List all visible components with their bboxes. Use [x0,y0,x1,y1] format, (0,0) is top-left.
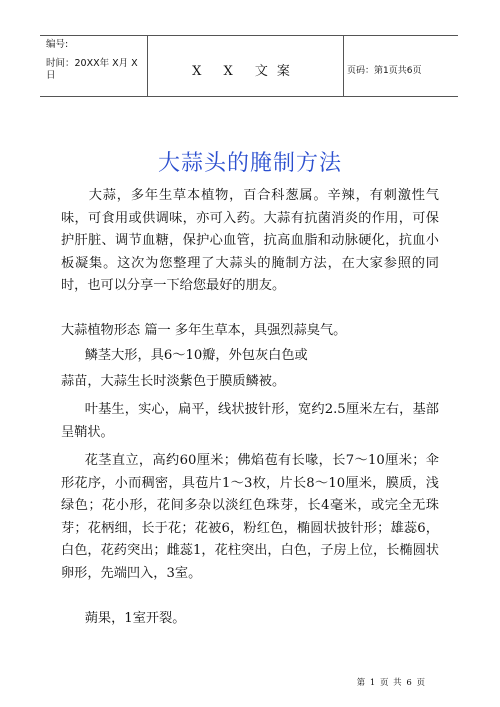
section-heading-paragraph: 大蒜植物形态 篇一 多年生草本，具强烈蒜臭气。 [61,323,347,338]
fruit-paragraph: 蒴果，1室开裂。 [84,611,186,626]
header-center-title: X X 文案 [192,64,299,79]
header-left-cell [40,36,147,96]
page-footer: 第 1 页 共 6 页 [356,678,426,688]
header-right-cell [343,36,458,96]
header-center-cell [147,36,344,96]
page-info: 页码：第1页共6页 [347,66,422,76]
time-label: 时间：20XX年 X月 X日 [46,58,138,81]
leaf-paragraph: 叶基生，实心，扁平，线状披针形，宽约2.5厘米左右，基部呈鞘状。 [61,402,439,440]
document-title: 大蒜头的腌制方法 [157,151,342,176]
header-table [40,35,458,97]
flower-paragraph: 花茎直立，高约60厘米；佛焰苞有长喙，长7～10厘米；伞形花序，小而稠密，具苞片1～3枚，片长8～10厘米，膜质，浅绿色；花小形，花间多杂以淡红色珠芽，长4毫米，或完全无珠芽；花柄细，长于花；花被6，粉红色，椭圆状披针形；雄蕊6，白色，花药突出；雌蕊1，花柱突出，白色，子房上位，长椭圆状卵形，先端凹入，3室。 [61,453,439,581]
sprout-paragraph: 蒜苗，大蒜生长时淡紫色于膜质鳞被。 [61,374,286,389]
number-label: 编号: [46,39,69,50]
intro-paragraph: 大蒜，多年生草本植物，百合科葱属。辛辣，有刺激性气味，可食用或供调味，亦可入药。大蒜有抗菌消炎的作用，可保护肝脏、调节血糖，保护心血管，抗高血脂和动脉硬化，抗血小板凝集。这次为您整理了大蒜头的腌制方法，在大家参照的同时，也可以分享一下给您最好的朋友。 [61,188,439,293]
bulb-paragraph: 鳞茎大形，具6～10瓣，外包灰白色或 [84,348,308,363]
